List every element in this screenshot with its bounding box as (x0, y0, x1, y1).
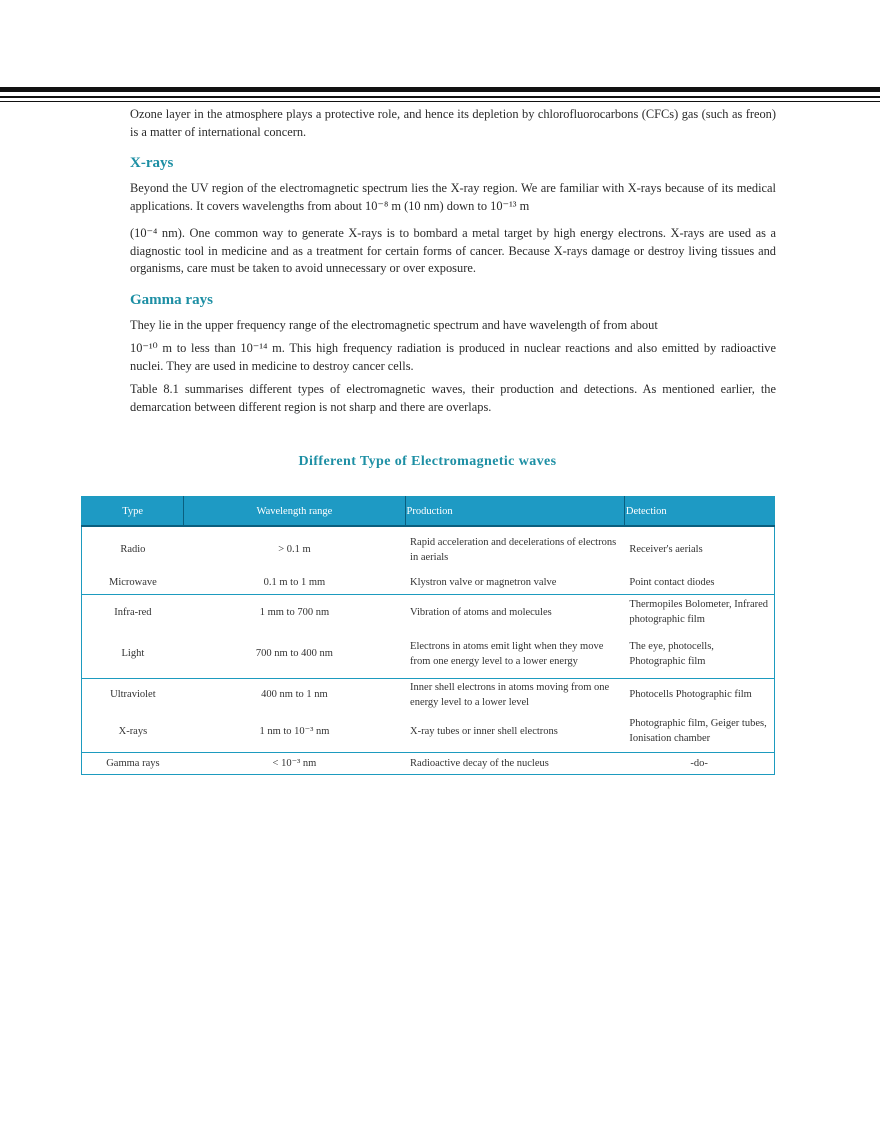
cell-production: Radioactive decay of the nucleus (405, 753, 624, 775)
table-row (82, 753, 775, 775)
cell-type: Infra-red (82, 594, 184, 630)
header-rule-thin (0, 101, 880, 102)
header-detection: Detection (624, 497, 774, 527)
header-type: Type (82, 497, 184, 527)
cell-type: X-rays (118, 725, 148, 737)
xrays-heading: X-rays (130, 155, 174, 171)
cell-type: Microwave (108, 577, 157, 589)
ozone-paragraph: Ozone layer in the atmosphere plays a protective role, and hence its depletion by chlorofluorocarbons (CFCs) gas (such as freon) is a matter of international concern. (130, 107, 776, 139)
cell-detection: Photographic film, Geiger tubes, Ionisation chamber (629, 718, 767, 745)
cell-wavelength: > 0.1 m (278, 544, 311, 555)
cell-wavelength: 0.1 m to 1 mm (263, 577, 326, 589)
cell-production: Electrons in atoms emit light when they move from one energy level to a lower energy (410, 640, 604, 667)
header-rule-thick (0, 87, 880, 92)
table-row (82, 630, 775, 678)
cell-detection: -do- (624, 753, 774, 775)
table-row (82, 678, 775, 711)
gamma-paragraph-2: 10⁻¹⁰ m to less than 10⁻¹⁴ m. This high frequency radiation is produced in nuclear reactions and also emitted by radioactive nuclei. They are used in medicine to destroy cancer cells. (130, 341, 776, 373)
cell-detection: The eye, photocells, Photographic film (629, 640, 714, 667)
cell-type: Gamma rays (82, 753, 184, 775)
cell-wavelength: 400 nm to 1 nm (184, 678, 405, 711)
table-row (82, 572, 775, 594)
cell-type: Radio (120, 544, 146, 555)
table-header-row (82, 497, 775, 527)
table-title: Different Type of Electromagnetic waves (298, 454, 557, 469)
cell-wavelength: 700 nm to 400 nm (255, 648, 333, 660)
header-production: Production (405, 497, 624, 527)
cell-production: Vibration of atoms and molecules (405, 594, 624, 630)
cell-type: Ultraviolet (82, 678, 184, 711)
cell-production: Inner shell electrons in atoms moving from one energy level to a lower level (405, 678, 624, 711)
header-wavelength: Wavelength range (184, 497, 405, 527)
table-row (82, 711, 775, 753)
main-text (130, 106, 776, 426)
cell-production: Rapid acceleration and decelerations of electrons in aerials (410, 536, 617, 563)
cell-wavelength: < 10⁻³ nm (184, 753, 405, 775)
gamma-heading: Gamma rays (130, 291, 213, 308)
cell-production: Klystron valve or magnetron valve (410, 577, 557, 589)
cell-detection: Photocells Photographic film (624, 678, 774, 711)
cell-detection: Thermopiles Bolometer, Infrared photographic film (624, 594, 774, 630)
table-row (82, 526, 775, 572)
xrays-paragraph-1: Beyond the UV region of the electromagnetic spectrum lies the X-ray region. We are familiar with X-rays because of its medical applications. It covers wavelengths from about 10⁻⁸ m (10 nm) down to 10⁻¹³ m (130, 181, 776, 213)
cell-wavelength: 1 nm to 10⁻³ nm (259, 725, 330, 737)
cell-detection: Point contact diodes (629, 577, 715, 589)
xrays-paragraph-2: (10⁻⁴ nm). One common way to generate X-rays is to bombard a metal target by high energy electrons. X-rays are used as a diagnostic tool in medicine and as a treatment for certain forms of cancer. Because X-rays damage or destroy living tissues and organisms, care must be taken to avoid unnecessary or over exposure. (130, 226, 776, 275)
cell-wavelength: 1 mm to 700 nm (184, 594, 405, 630)
cell-type: Light (121, 648, 145, 660)
em-waves-table (81, 496, 775, 775)
cell-production: X-ray tubes or inner shell electrons (410, 725, 558, 737)
gamma-paragraph-3: Table 8.1 summarises different types of electromagnetic waves, their production and detections. As mentioned earlier, the demarcation between different region is not sharp and there are overlaps. (130, 382, 776, 414)
header-rule-medium (0, 96, 880, 98)
cell-detection: Receiver's aerials (629, 544, 703, 555)
table-row (82, 594, 775, 630)
gamma-paragraph-1: They lie in the upper frequency range of the electromagnetic spectrum and have wavelength of from about (130, 317, 658, 332)
